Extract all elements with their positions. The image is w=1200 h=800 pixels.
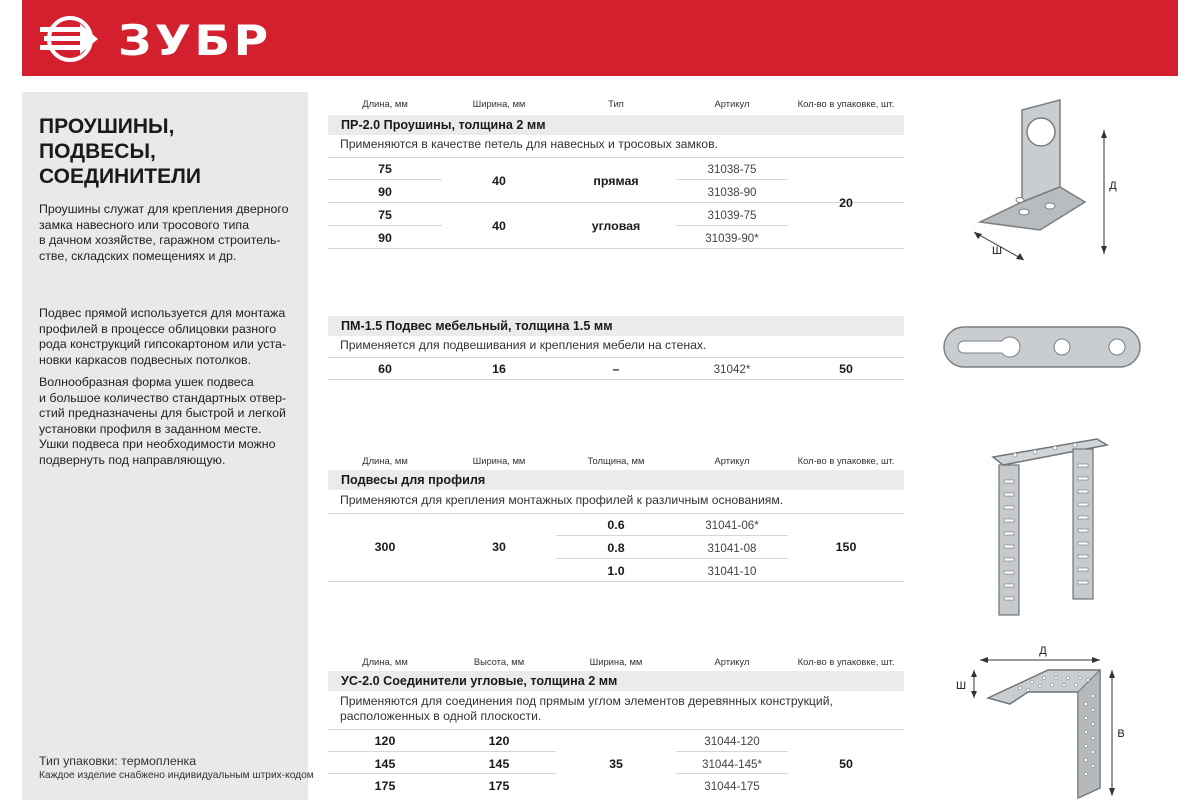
divider [328,751,556,752]
pr-article-2: 31038-90 [707,186,757,199]
us-article-1: 31044-120 [704,735,760,748]
col-header-height: Высота, мм [473,656,525,667]
us-width: 35 [609,757,623,771]
col-header-length: Длина, мм [362,98,408,109]
pr-type-2: угловая [591,219,641,233]
pr-article-3: 31039-75 [707,209,757,222]
col-header-width: Ширина, мм [472,98,526,109]
section-title-pm: ПМ-1.5 Подвес мебельный, толщина 1.5 мм [328,316,904,336]
divider [328,248,904,249]
col-header-thickness: Толщина, мм [587,455,645,466]
pr-width-2: 40 [492,219,506,233]
pr-width-1: 40 [492,174,506,188]
pr-length-2: 90 [378,185,392,199]
divider [328,179,442,180]
eye-bracket-image [960,92,1130,267]
dim-label-height: В [1117,728,1125,740]
col-header-width: Ширина, мм [589,656,643,667]
col-header-length: Длина, мм [362,455,408,466]
col-header-qty: Кол-во в упаковке, шт. [797,98,895,109]
us-qty: 50 [839,757,853,771]
profile-thickness-2: 0.8 [607,541,625,555]
col-header-qty: Кол-во в упаковке, шт. [797,656,895,667]
col-header-article: Артикул [714,455,750,466]
section-desc-pr: Применяются в качестве петель для навесных и тросовых замков. [340,137,718,151]
pr-length-4: 90 [378,231,392,245]
us-article-2: 31044-145* [702,758,762,771]
pm-width: 16 [492,362,506,376]
dim-label-width: Ш [955,680,967,692]
us-height-3: 175 [488,779,510,793]
section-title-pr: ПР-2.0 Проушины, толщина 2 мм [328,115,904,135]
dim-label-length: Д [1109,180,1117,192]
section-title-profile: Подвесы для профиля [328,470,904,490]
us-height-1: 120 [488,734,510,748]
divider [328,729,904,730]
col-header-article: Артикул [714,656,750,667]
divider [556,535,788,536]
profile-qty: 150 [835,540,857,554]
divider [328,581,904,582]
divider [328,357,904,358]
profile-article-3: 31041-10 [707,565,757,578]
us-article-3: 31044-175 [704,780,760,793]
divider [676,179,788,180]
divider [328,225,442,226]
profile-thickness-1: 0.6 [607,518,625,532]
col-header-length: Длина, мм [362,656,408,667]
dim-label-width: Ш [991,245,1003,257]
packaging-type: Тип упаковки: термопленка [39,754,197,768]
section-desc-pm: Применяется для подвешивания и крепления мебели на стенах. [340,338,707,352]
pr-type-1: прямая [593,174,639,188]
logo-emblem-icon [40,14,100,64]
us-length-2: 145 [374,757,396,771]
pr-article-4: 31039-90* [705,232,759,245]
col-header-article: Артикул [714,98,750,109]
divider [556,558,788,559]
divider [328,379,904,380]
sidebar-panel [22,92,314,800]
profile-hanger-image [985,435,1115,625]
hanger-paragraph: Подвес прямой используется для монтажа профилей в процессе облицовки разного рода конструкций гипсокартоном или уста- новки каркасов подвесных потолков. [39,306,287,367]
us-height-2: 145 [488,757,510,771]
brand-header [22,0,1178,76]
section-desc-profile: Применяются для крепления монтажных профилей к различным основаниям. [340,493,784,507]
divider [328,513,904,514]
pr-length-3: 75 [378,208,392,222]
profile-width: 30 [492,540,506,554]
pm-qty: 50 [839,362,853,376]
divider [676,751,788,752]
divider [676,773,788,774]
pr-length-1: 75 [378,162,392,176]
profile-thickness-3: 1.0 [607,564,625,578]
page-title: ПРОУШИНЫ, ПОДВЕСЫ, СОЕДИНИТЕЛИ [39,115,201,188]
intro-paragraph: Проушины служат для крепления дверного замка навесного или тросового типа в дачном хозяйстве, гаражном строитель- стве, складских помещениях и др. [39,202,289,263]
us-length-3: 175 [374,779,396,793]
furniture-hanger-image [942,323,1142,373]
pm-length: 60 [378,362,392,376]
section-desc-us: Применяются для соединения под прямым углом элементов деревянных конструкций, расположенных в одной плоскости. [340,694,833,723]
pr-article-1: 31038-75 [707,163,757,176]
divider [328,773,556,774]
zubr-logo [40,14,310,64]
profile-length: 300 [374,540,396,554]
us-length-1: 120 [374,734,396,748]
section-title-us: УС-2.0 Соединители угловые, толщина 2 мм [328,671,904,691]
pm-type: – [612,362,620,376]
profile-article-2: 31041-08 [707,542,757,555]
pr-qty: 20 [839,196,853,210]
brand-wordmark: ЗУБР [118,16,272,65]
angle-connector-image [950,648,1140,798]
divider [328,157,904,158]
divider [676,225,788,226]
dim-label-length: Д [1039,645,1047,657]
col-header-type: Тип [608,98,624,109]
profile-article-1: 31041-06* [705,519,759,532]
col-header-width: Ширина, мм [472,455,526,466]
col-header-qty: Кол-во в упаковке, шт. [797,455,895,466]
hanger-shape-paragraph: Волнообразная форма ушек подвеса и большое количество стандартных отвер- стий предназначены для быстрой и легкой установки профиля в заданном месте. Ушки подвеса при необходимости можно подвернуть под направляющую. [39,375,287,467]
pm-article: 31042* [713,363,751,376]
barcode-note: Каждое изделие снабжено индивидуальным штрих-кодом [39,770,314,781]
